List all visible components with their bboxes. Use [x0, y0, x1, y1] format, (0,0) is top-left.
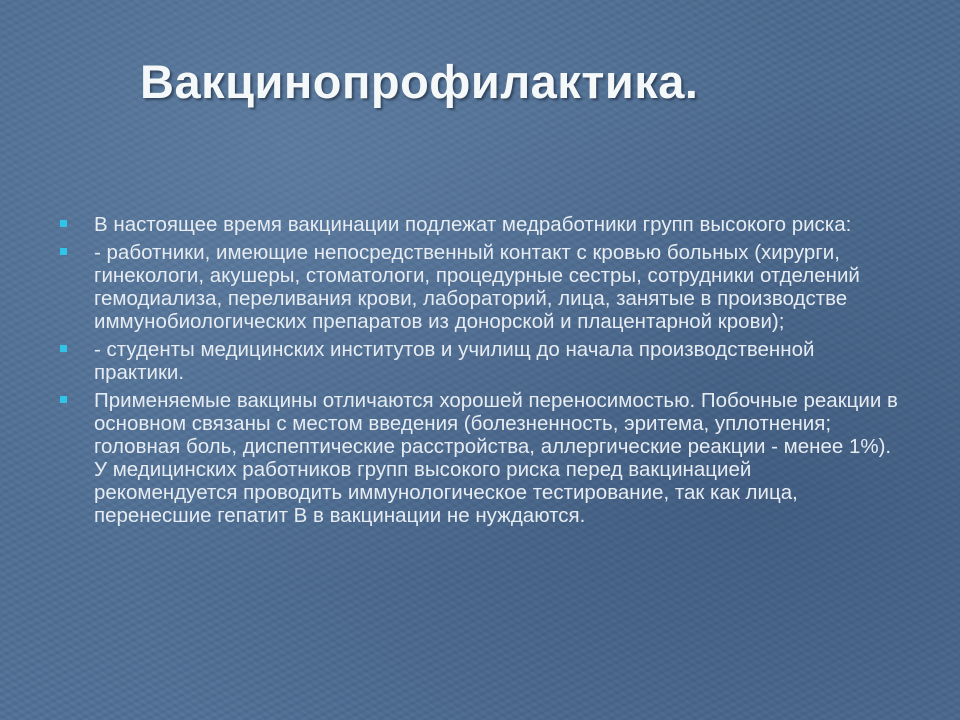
square-bullet-icon — [60, 220, 67, 227]
bullet-item-1 — [58, 213, 898, 236]
slide-title: Вакцинопрофилактика. — [140, 55, 699, 108]
bullet-text: Применяемые вакцины отличаются хорошей переносимостью. Побочные реакции в основном связаны с местом введения (болезненность, эритема, уплотнения; головная боль, диспептические расстройства, аллергические реакции - менее 1%). У медицинских работников групп высокого риска перед вакцинацией рекомендуется проводить иммунологическое тестирование, так как лица, перенесшие гепатит В в вакцинации не нуждаются. — [94, 389, 898, 527]
bullet-item-4 — [58, 389, 898, 527]
bullet-text: В настоящее время вакцинации подлежат медработники групп высокого риска: — [94, 213, 852, 236]
bullet-item-2 — [58, 241, 898, 333]
bullet-item-3 — [58, 338, 898, 384]
bullet-text: - работники, имеющие непосредственный контакт с кровью больных (хирурги, гинекологи, акушеры, стоматологи, процедурные сестры, сотрудники отделений гемодиализа, переливания крови, лабораторий, лица, занятые в производстве иммунобиологических препаратов из донорской и плацентарной крови); — [94, 241, 860, 333]
square-bullet-icon — [60, 248, 67, 255]
square-bullet-icon — [60, 396, 67, 403]
square-bullet-icon — [60, 345, 67, 352]
bullet-list — [58, 213, 898, 532]
bullet-text: - студенты медицинских институтов и училищ до начала производственной практики. — [94, 338, 815, 384]
